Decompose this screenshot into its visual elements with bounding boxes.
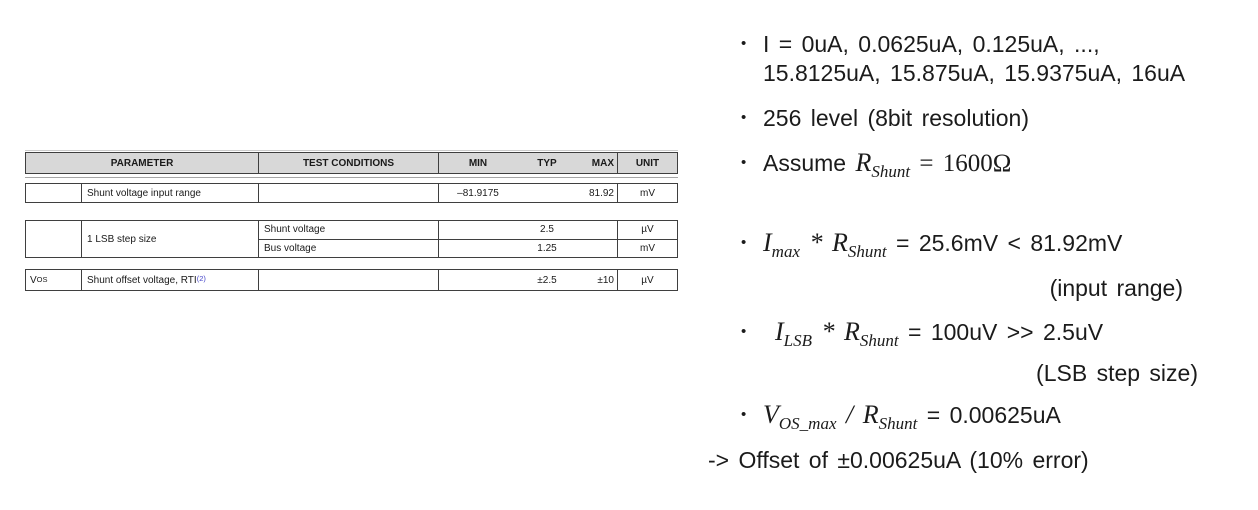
cell-min-typ-max: [439, 221, 618, 239]
bullet-icon: •: [741, 234, 747, 251]
math-ilsb: $I_{LSB}$: [775, 317, 813, 351]
cell-min-typ-max: [439, 184, 618, 202]
bullet-icon: •: [741, 35, 747, 52]
lsb-subrows: [259, 221, 677, 257]
assume-value: = 1600Ω: [910, 150, 1012, 177]
math-rshunt: $R_{Shunt}$: [855, 148, 911, 182]
current-levels-text-1: I = 0uA, 0.0625uA, 0.125uA, ...,: [763, 31, 1100, 57]
header-max: MAX: [591, 157, 614, 169]
cell-typ-value: ±2.5: [537, 274, 557, 286]
bullet-current-levels-line2: [763, 58, 1185, 88]
vos-result: = 0.00625uA: [917, 402, 1061, 428]
cell-typ-value: 1.25: [537, 242, 557, 254]
math-rshunt: $R_{Shunt}$: [844, 317, 899, 351]
bullet-assume-rshunt: [741, 146, 1012, 182]
math-rshunt: $R_{Shunt}$: [862, 400, 918, 434]
table-row-lsb-shunt: [259, 221, 677, 240]
bullet-icon: •: [741, 323, 747, 340]
vos-parameter-text: Shunt offset voltage, RTI: [87, 274, 197, 286]
lsb-step-caption: (LSB step size): [1036, 360, 1198, 386]
bullet-resolution: [741, 103, 1029, 133]
cell-max-value: 81.92: [588, 187, 614, 199]
cell-test-conditions-empty: [259, 270, 439, 290]
math-imax: $I_{max}$: [763, 228, 800, 262]
header-min: MIN: [468, 157, 488, 169]
divide-operator: /: [836, 400, 863, 429]
cell-parameter: Shunt voltage input range: [82, 184, 259, 202]
cell-test-condition: Bus voltage: [259, 240, 439, 258]
ilsb-result: = 100uV >> 2.5uV: [898, 319, 1104, 345]
math-vosmax: $V_{OS\_max}$: [763, 400, 837, 434]
imax-result: = 25.6mV < 81.92mV: [886, 230, 1123, 256]
header-unit: UNIT: [635, 157, 660, 169]
table-row-shunt-range: [25, 183, 678, 203]
header-min-typ-max: [439, 153, 618, 173]
cell-unit: mV: [640, 187, 655, 199]
cell-symbol-empty: [26, 184, 82, 202]
cell-unit: µV: [641, 274, 654, 286]
cell-parameter: Shunt offset voltage, RTI $^{(2)}$: [82, 270, 259, 290]
cell-min-value: –81.9175: [457, 187, 499, 199]
cell-test-conditions-empty: [259, 184, 439, 202]
bullet-ilsb-check: [741, 315, 1104, 351]
input-range-caption: (input range): [1049, 275, 1183, 301]
header-typ: TYP: [537, 157, 557, 169]
math-rshunt: $R_{Shunt}$: [832, 228, 887, 262]
bullet-vos-check: [741, 398, 1061, 434]
conclusion-line: -> Offset of ±0.00625uA (10% error): [708, 447, 1089, 473]
bullet-icon: •: [741, 109, 747, 126]
cell-min-typ-max: [439, 240, 618, 258]
header-parameter: PARAMETER: [26, 153, 259, 173]
cell-symbol-empty: [26, 221, 82, 257]
cell-test-condition: Shunt voltage: [259, 221, 439, 239]
table-row-lsb: [25, 220, 678, 258]
cell-max-value: ±10: [597, 274, 614, 286]
cell-min-typ-max: [439, 270, 618, 290]
cell-symbol-vos: V OS: [26, 270, 82, 290]
bullet-imax-check: [741, 226, 1123, 262]
header-test-conditions: TEST CONDITIONS: [259, 153, 439, 173]
assume-prefix: Assume: [763, 150, 856, 176]
table-row-vos: [25, 269, 678, 291]
cell-unit: µV: [641, 224, 654, 236]
current-levels-text-2: 15.8125uA, 15.875uA, 15.9375uA, 16uA: [763, 60, 1186, 86]
table-header-row: [25, 152, 678, 174]
resolution-text: 256 level (8bit resolution): [763, 105, 1029, 131]
table-row-lsb-bus: [259, 240, 677, 258]
bullet-icon: •: [741, 154, 747, 171]
bullet-icon: •: [741, 406, 747, 423]
vos-symbol: V: [30, 274, 37, 286]
multiply-operator: *: [812, 317, 845, 346]
bullet-current-levels-line1: [741, 29, 1100, 59]
cell-parameter: 1 LSB step size: [82, 221, 259, 257]
cropped-row-remnant: [25, 150, 678, 151]
table-section-divider: [25, 177, 678, 178]
cell-unit: mV: [640, 242, 655, 254]
cell-typ-value: 2.5: [540, 224, 554, 236]
multiply-operator: *: [800, 228, 832, 257]
datasheet-table: [25, 150, 678, 295]
